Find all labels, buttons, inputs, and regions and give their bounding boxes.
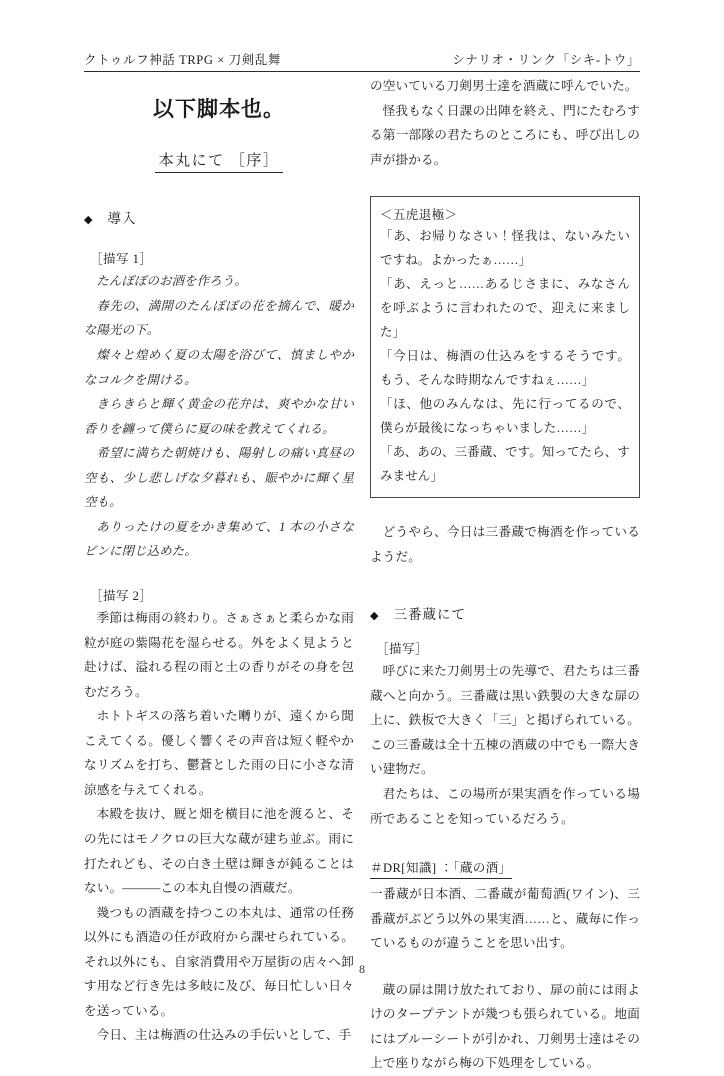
page-number: 8 [359, 962, 365, 976]
paragraph: 呼びに来た刀剣男士の先導で、君たちは三番蔵へと向かう。三番蔵は黒い鉄製の大きな扉の上に、鉄板で大きく「三」と掲げられている。この三番蔵は全十五棟の酒蔵の中でも一際大きい建物だ。 [370, 664, 640, 777]
page-subtitle: 本丸にて ［序］ [155, 149, 284, 173]
page-subtitle-wrapper [84, 149, 354, 173]
diamond-bullet-icon: ◆ [84, 214, 94, 227]
knowledge-roll-heading: ＃DR[知識] ：「蔵の酒」 [370, 857, 512, 879]
knowledge-roll-body: 一番蔵が日本酒、二番蔵が葡萄酒(ワイン)、三番蔵がぶどう以外の果実酒……と、蔵毎に作っているものが違うことを思い出す。 [370, 887, 640, 951]
description-block-warehouse [370, 639, 640, 831]
paragraph: ありったけの夏をかき集めて、1 本の小さなビンに閉じ込めた。 [84, 519, 354, 559]
description-block-1 [84, 249, 354, 564]
beat-label-3: ［描写］ [376, 642, 429, 657]
paragraph: ホトトギスの落ち着いた囀りが、遠くから聞こえてくる。優しく響くその声音は短く軽やかなリズムを打ち、鬱蒼とした雨の日に小さな清涼感を与えてくれる。 [84, 709, 354, 797]
paragraph: 本殿を抜け、厩と畑を横目に池を渡ると、その先にはモノクロの巨大な蔵が建ち並ぶ。雨に打たれども、その白き土壁は輝きが鈍ることはない。———この本丸自慢の酒蔵だ。 [84, 807, 354, 896]
dialogue-line: 「あ、あの、三番蔵、です。知ってたら、すみません」 [380, 445, 631, 484]
speaker-name: ＜五虎退極＞ [380, 208, 458, 223]
section-heading-intro [84, 207, 354, 227]
section-label-intro: 導入 [107, 211, 137, 227]
paragraph: の空いている刀剣男士達を酒蔵に呼んでいた。 [370, 79, 638, 93]
two-column-layout [84, 74, 640, 1071]
paragraph: 幾つもの酒蔵を持つこの本丸は、通常の任務以外にも酒造の任が政府から課せられている。それ以外にも、自家消費用や万屋街の店々へ卸す用など行き先は多岐に及び、毎日忙しい日々を送っている。 [84, 905, 354, 1018]
beat-label-1: ［描写 1］ [90, 252, 153, 267]
diamond-bullet-icon: ◆ [370, 610, 380, 623]
beat-label-2: ［描写 2］ [90, 589, 153, 604]
dialogue-line: 「今日は、梅酒の仕込みをするそうです。もう、そんな時期なんですねぇ……」 [380, 349, 630, 388]
dialogue-line: 「あ、お帰りなさい！怪我は、ないみたいですね。よかったぁ……」 [380, 229, 630, 268]
header-right-title: シナリオ・リンク「シキ-トウ」 [452, 53, 640, 67]
paragraph: 季節は梅雨の終わり。さぁさぁと柔らかな雨粒が庭の紫陽花を湿らせる。外をよく見ようと赴けば、溢れる程の雨と土の香りがその身を包むだろう。 [84, 611, 354, 699]
paragraph: 怪我もなく日課の出陣を終え、門にたむろする第一部隊の君たちのところにも、呼び出しの声が掛かる。 [370, 103, 640, 167]
paragraph: 蔵の扉は開け放たれており、扉の前には雨よけのタープテントが幾つも張られている。地面にはブルーシートが引かれ、刀剣男士達はその上で座りながら梅の下処理をしている。 [370, 982, 640, 1071]
right-column [370, 74, 640, 1071]
knowledge-roll-block [370, 857, 640, 956]
paragraph: きらきらと輝く黄金の花弁は、爽やかな甘い香りを纏って僕らに夏の味を教えてくれる。 [84, 397, 354, 436]
section-heading-warehouse [370, 603, 640, 623]
section-label-warehouse: 三番蔵にて [393, 607, 466, 623]
paragraph: どうやら、今日は三番蔵で梅酒を作っているようだ。 [370, 525, 640, 564]
paragraph: 今日、主は梅酒の仕込みの手伝いとして、手 [96, 1028, 352, 1043]
left-column [84, 74, 354, 1043]
paragraph: たんぽぽのお酒を作ろう。 [96, 274, 247, 289]
paragraph: 君たちは、この場所が果実酒を作っている場所であることを知っているだろう。 [370, 787, 640, 826]
dialogue-line: 「ほ、他のみんなは、先に行ってるので、僕らが最後になっちゃいました……」 [380, 397, 630, 436]
paragraph: 希望に満ちた朝焼けも、陽射しの痛い真昼の空も、少し悲しげな夕暮れも、賑やかに輝く星空も。 [84, 446, 354, 510]
header-left-title: クトゥルフ神話 TRPG × 刀剣乱舞 [84, 53, 281, 67]
speech-box [370, 196, 640, 498]
paragraph: 春先の、満開のたんぽぽの花を摘んで、暖かな陽光の下。 [84, 298, 354, 338]
running-header [84, 50, 640, 72]
page-title: 以下脚本也。 [153, 97, 285, 121]
paragraph: 燦々と煌めく夏の太陽を浴びて、慎ましやかなコルクを開ける。 [84, 347, 354, 387]
dialogue-line: 「あ、えっと……あるじさまに、みなさんを呼ぶように言われたので、迎えに来ました」 [380, 277, 630, 340]
description-block-2 [84, 586, 354, 1048]
